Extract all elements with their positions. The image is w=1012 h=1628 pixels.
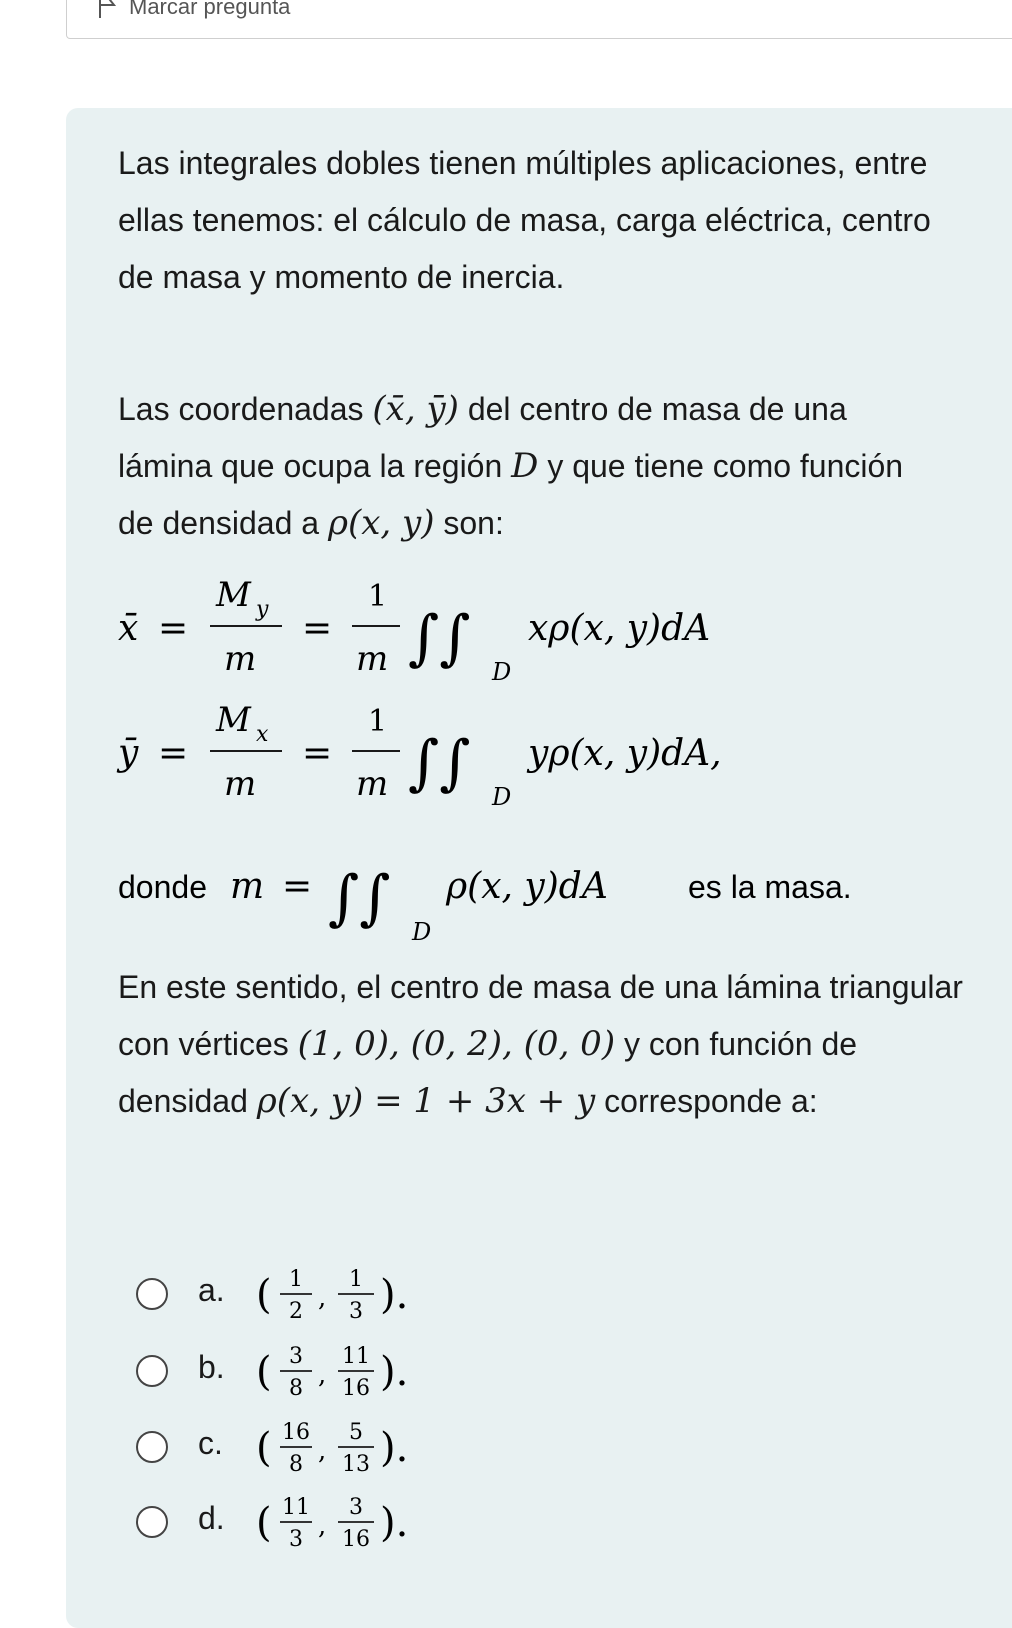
formula-y-bar bbox=[116, 693, 876, 811]
formula-x-num-sub: y bbox=[256, 597, 269, 622]
option-letter: a. bbox=[198, 1272, 225, 1308]
radio-button[interactable] bbox=[136, 1278, 168, 1310]
formula-y-lhs: ȳ bbox=[118, 733, 139, 774]
math-vertices: (1, 0), (0, 2), (0, 0) bbox=[297, 1024, 616, 1064]
option-comma: , bbox=[318, 1436, 327, 1466]
option-open-paren: ( bbox=[256, 1272, 272, 1318]
option-answer[interactable] bbox=[256, 1335, 516, 1405]
option-x-numerator: 11 bbox=[282, 1495, 310, 1520]
flag-question-label[interactable]: Marcar pregunta bbox=[129, 0, 291, 19]
option-letter: c. bbox=[198, 1425, 223, 1461]
formula-y-num: M bbox=[216, 700, 251, 740]
formula-x-eq: = bbox=[158, 608, 189, 649]
formula-y-eq: = bbox=[158, 733, 189, 774]
formula-x-integral: ∫∫ bbox=[408, 603, 471, 673]
option-close-paren: ). bbox=[380, 1349, 409, 1395]
answer-option[interactable] bbox=[136, 1411, 636, 1481]
mass-integrand: ρ(x, y)dA bbox=[446, 866, 608, 907]
formula-y-one: 1 bbox=[368, 704, 388, 739]
flag-question-bar[interactable] bbox=[66, 0, 1012, 39]
formula-x-den: m bbox=[224, 639, 257, 679]
option-y-denominator: 3 bbox=[349, 1299, 363, 1324]
option-x-denominator: 3 bbox=[289, 1527, 303, 1552]
option-x-denominator: 8 bbox=[289, 1452, 303, 1477]
formula-x-bar bbox=[116, 568, 876, 686]
formula-y-den2: m bbox=[356, 764, 389, 804]
option-x-numerator: 3 bbox=[289, 1344, 303, 1369]
formula-x-eq2: = bbox=[302, 608, 333, 649]
question-paragraph-1: Las integrales dobles tienen múltiples aplicaciones, entre ellas tenemos: el cálculo de masa, carga eléctrica, centro de masa y momento de inercia. bbox=[118, 145, 931, 295]
math-centroid-coords: (x̄, ȳ) bbox=[372, 389, 459, 429]
question-paragraph-3: En este sentido, el centro de masa de una lámina triangular con vértices (1, 0), (0, 2), (0, 0) y con función de densidad ρ(x, y) = 1 + 3x + y corresponde a: bbox=[118, 969, 963, 1121]
option-open-paren: ( bbox=[256, 1425, 272, 1471]
formula-y-den: m bbox=[224, 764, 257, 804]
option-letter: d. bbox=[198, 1500, 225, 1536]
question-paragraph-2: Las coordenadas (x̄, ȳ) del centro de masa de una lámina que ocupa la región D y que tiene como función de densidad a ρ(x, y) son: bbox=[118, 389, 904, 543]
answer-option[interactable] bbox=[136, 1335, 636, 1405]
mass-lhs: m bbox=[230, 866, 265, 907]
option-open-paren: ( bbox=[256, 1500, 272, 1546]
option-y-numerator: 1 bbox=[349, 1267, 363, 1292]
option-x-numerator: 16 bbox=[282, 1420, 310, 1445]
option-y-numerator: 3 bbox=[349, 1495, 363, 1520]
option-close-paren: ). bbox=[380, 1425, 409, 1471]
option-close-paren: ). bbox=[380, 1272, 409, 1318]
radio-button[interactable] bbox=[136, 1355, 168, 1387]
formula-x-integrand: xρ(x, y)dA bbox=[528, 608, 711, 649]
math-density: ρ(x, y) bbox=[327, 503, 435, 543]
formula-x-den2: m bbox=[356, 639, 389, 679]
formula-x-lhs: x̄ bbox=[118, 608, 139, 649]
formula-mass bbox=[116, 828, 956, 946]
formula-y-integrand: yρ(x, y)dA, bbox=[528, 733, 722, 774]
mass-suffix: es la masa. bbox=[688, 869, 852, 905]
formula-y-integral: ∫∫ bbox=[408, 728, 471, 798]
flag-icon[interactable] bbox=[97, 0, 117, 18]
radio-button[interactable] bbox=[136, 1431, 168, 1463]
question-text-panel bbox=[66, 108, 1012, 1628]
formula-y-eq2: = bbox=[302, 733, 333, 774]
option-y-numerator: 5 bbox=[349, 1420, 363, 1445]
option-comma: , bbox=[318, 1511, 327, 1541]
option-close-paren: ). bbox=[380, 1500, 409, 1546]
mass-region: D bbox=[412, 918, 432, 946]
option-x-denominator: 2 bbox=[289, 1299, 303, 1324]
option-y-denominator: 16 bbox=[342, 1527, 370, 1552]
math-density-function: ρ(x, y) = 1 + 3x + y bbox=[256, 1081, 596, 1121]
answer-option[interactable] bbox=[136, 1258, 636, 1328]
option-y-numerator: 11 bbox=[342, 1344, 370, 1369]
option-answer[interactable] bbox=[256, 1486, 516, 1556]
formula-x-one: 1 bbox=[368, 579, 388, 614]
option-y-denominator: 13 bbox=[342, 1452, 370, 1477]
option-comma: , bbox=[318, 1360, 327, 1390]
option-open-paren: ( bbox=[256, 1349, 272, 1395]
formula-x-num: M bbox=[216, 575, 251, 615]
math-region-d: D bbox=[511, 446, 539, 486]
option-answer[interactable] bbox=[256, 1411, 516, 1481]
option-x-denominator: 8 bbox=[289, 1376, 303, 1401]
formula-y-num-sub: x bbox=[256, 722, 269, 747]
formula-y-region: D bbox=[492, 783, 512, 811]
mass-prefix: donde bbox=[118, 869, 207, 905]
option-letter: b. bbox=[198, 1349, 225, 1385]
option-x-numerator: 1 bbox=[289, 1267, 303, 1292]
answer-option[interactable] bbox=[136, 1486, 636, 1556]
option-comma: , bbox=[318, 1283, 327, 1313]
formula-x-region: D bbox=[492, 658, 512, 686]
option-y-denominator: 16 bbox=[342, 1376, 370, 1401]
mass-eq: = bbox=[282, 866, 313, 907]
mass-integral: ∫∫ bbox=[328, 863, 391, 933]
option-answer[interactable] bbox=[256, 1258, 516, 1328]
radio-button[interactable] bbox=[136, 1506, 168, 1538]
